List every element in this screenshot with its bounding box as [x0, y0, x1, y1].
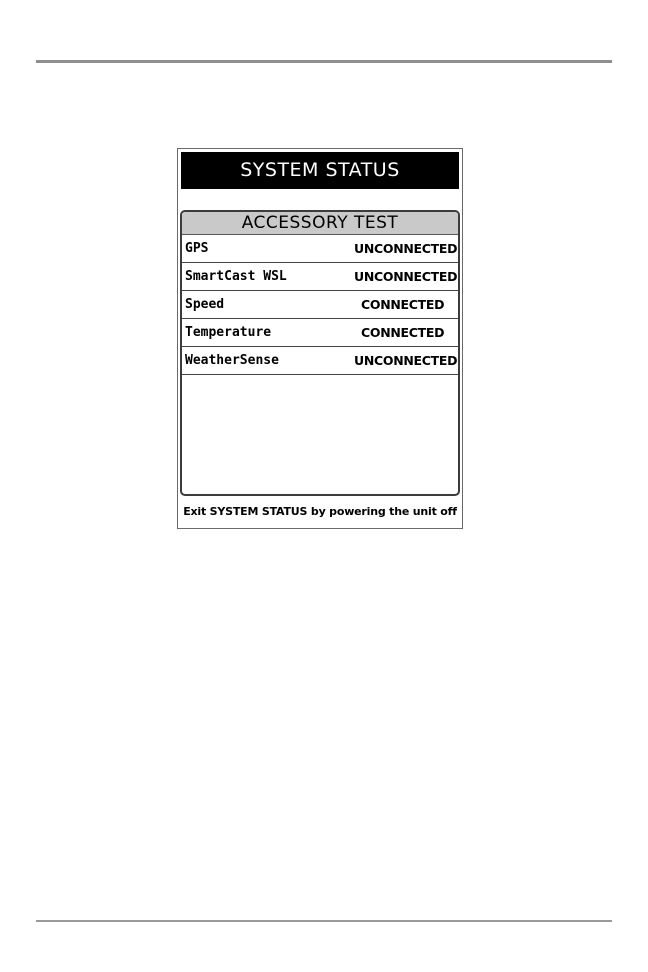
- accessory-row-smartcast-wsl: [182, 263, 458, 291]
- accessory-test-header: ACCESSORY TEST: [182, 212, 458, 235]
- accessory-status: CONNECTED: [361, 297, 445, 312]
- exit-instruction: Exit SYSTEM STATUS by powering the unit off: [183, 505, 457, 518]
- accessory-status: UNCONNECTED: [354, 353, 458, 368]
- page-bottom-rule: [36, 920, 612, 922]
- accessory-name: SmartCast WSL: [185, 269, 287, 284]
- accessory-name: Temperature: [185, 325, 272, 340]
- accessory-row-speed: [182, 291, 458, 319]
- page-top-rule: [36, 60, 612, 63]
- accessory-row-temperature: [182, 319, 458, 347]
- accessory-status: UNCONNECTED: [354, 269, 458, 284]
- accessory-name: Speed: [185, 297, 225, 312]
- accessory-name: GPS: [185, 241, 209, 256]
- accessory-status: CONNECTED: [361, 325, 445, 340]
- accessory-row-gps: [182, 235, 458, 263]
- system-status-screen: [177, 148, 463, 529]
- accessory-name: WeatherSense: [185, 353, 279, 368]
- accessory-test-panel: [180, 210, 460, 496]
- accessory-row-weathersense: [182, 347, 458, 375]
- screen-title: SYSTEM STATUS: [181, 152, 459, 189]
- accessory-status: UNCONNECTED: [354, 241, 458, 256]
